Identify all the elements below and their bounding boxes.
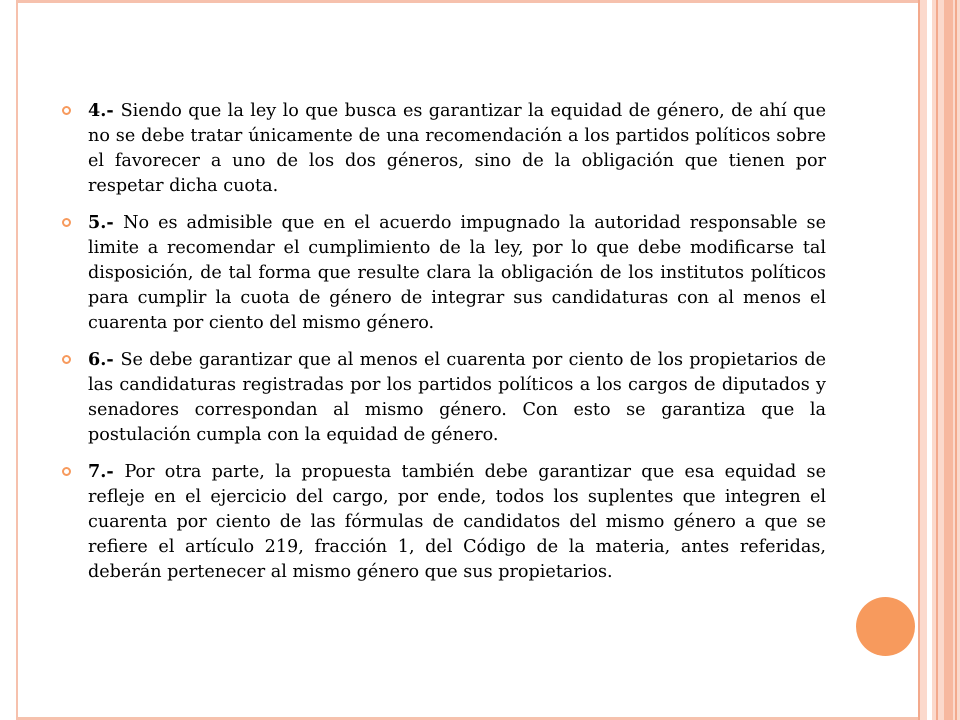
bullet-ring-icon (62, 106, 71, 115)
item-text: Siendo que la ley lo que busca es garantizar la equidad de género, de ahí que no se debe tratar únicamente de una recomendación a los partidos políticos sobre el favorecer a uno de los dos géneros, sino de la obligación que tienen por respetar dicha cuota. (88, 101, 827, 196)
item-number: 5.- (88, 212, 124, 233)
right-stripe (944, 0, 953, 720)
item-text: Por otra parte, la propuesta también debe garantizar que esa equidad se refleje en el ejercicio del cargo, por ende, todos los suplentes que integren el cuarenta por ciento de las fórmulas de candidatos del mismo género a que se refiere el artículo 219, fracción 1, del Código de la materia, antes referidas, deberán pertenecer al mismo género que sus propietarios. (88, 462, 826, 582)
bullet-ring-icon (62, 355, 71, 364)
item-text: No es admisible que en el acuerdo impugnado la autoridad responsable se limite a recomendar el cumplimiento de la ley, por lo que debe modificarse tal disposición, de tal forma que resulte clara la obligación de los institutos políticos para cumplir la cuota de género de integrar sus candidaturas con al menos el cuarenta por ciento del mismo género. (88, 213, 826, 333)
frame-left-line (16, 0, 18, 720)
right-stripe (918, 0, 920, 720)
item-number: 6.- (88, 349, 121, 370)
item-text: Se debe garantizar que al menos el cuarenta por ciento de los propietarios de las candidaturas registradas por los partidos políticos a los cargos de diputados y senadores correspondan al mismo género. Con esto se garantiza que la postulación cumpla con la equidad de género. (88, 350, 827, 445)
list-item (62, 459, 826, 585)
bullet-ring-icon (62, 467, 71, 476)
list-item (62, 347, 826, 448)
item-number: 4.- (88, 100, 121, 121)
item-number: 7.- (88, 461, 125, 482)
frame-top-line (16, 0, 920, 3)
decorative-circle-icon (856, 597, 915, 656)
right-stripe (927, 0, 932, 720)
right-stripe (955, 0, 957, 720)
list-item (62, 210, 826, 336)
right-decorative-band (918, 0, 960, 720)
right-stripe (936, 0, 938, 720)
bullet-ring-icon (62, 218, 71, 227)
bullet-list (62, 98, 826, 596)
list-item (62, 98, 826, 199)
